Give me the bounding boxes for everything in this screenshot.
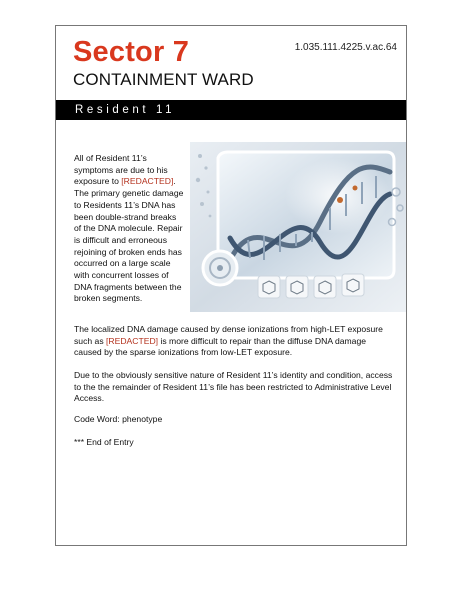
- damage-paragraph: [74, 324, 394, 359]
- para2-text-after: is more difficult to repair than the diffuse DNA damage caused by the sparse ionizations from low-LET exposure.: [74, 335, 367, 358]
- access-paragraph: Due to the obviously sensitive nature of Resident 11’s identity and condition, access to the the remainder of Resident 11’s file has been restricted to Administrative Level Access.: [74, 370, 393, 404]
- redacted-text: [REDACTED]: [106, 335, 159, 346]
- page-title: Sector 7: [73, 36, 190, 68]
- para2-text-before: The localized DNA damage caused by dense ionizations from high-LET exposure such as: [74, 324, 383, 346]
- intro-paragraph: [74, 153, 184, 305]
- intro-text-before: All of Resident 11’s symptoms are due to his exposure to: [74, 153, 168, 187]
- redacted-text: [REDACTED]: [121, 176, 174, 187]
- dna-illustration: [190, 142, 406, 312]
- end-of-entry: *** End of Entry: [74, 437, 134, 447]
- document-page: [55, 25, 407, 546]
- page-subtitle: CONTAINMENT WARD: [73, 70, 254, 89]
- document-code: 1.035.111.4225.v.ac.64: [294, 42, 397, 53]
- banner-label: Resident 11: [75, 104, 176, 116]
- resident-banner: [56, 100, 406, 120]
- code-word: Code Word: phenotype: [74, 414, 163, 424]
- intro-text-after: . The primary genetic damage to Residents 11’s DNA has been double-strand breaks of the DNA molecule. Repair is difficult and erroneous rejoining of broken ends has occurred on a large scale with concurrent losses of DNA fragments between the broken segments.: [74, 176, 184, 304]
